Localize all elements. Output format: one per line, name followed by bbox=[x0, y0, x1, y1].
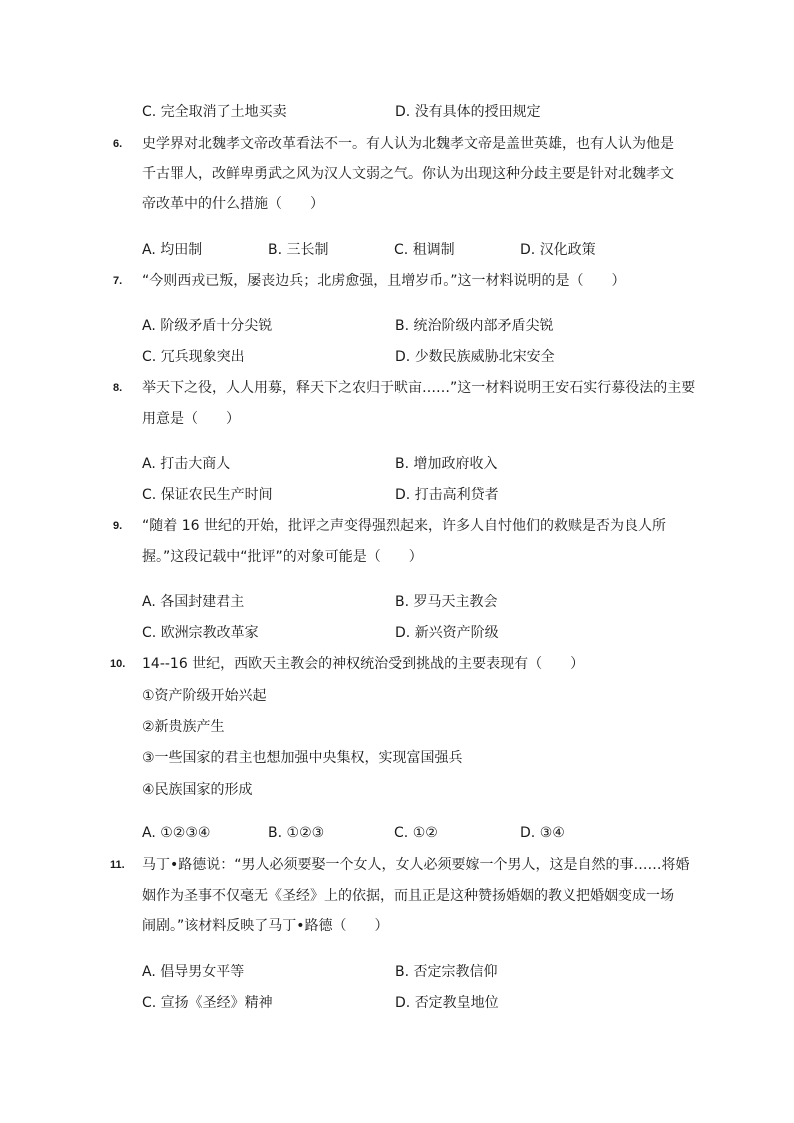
q8-stem-line-2: 用意是（ ） bbox=[142, 411, 240, 427]
q8-option-a: A. 打击大商人 bbox=[142, 456, 231, 472]
q7-option-b: B. 统治阶级内部矛盾尖锐 bbox=[395, 318, 554, 334]
q10-statement-4: ④民族国家的形成 bbox=[142, 782, 253, 798]
q9-number: 9. bbox=[113, 520, 123, 532]
q6-stem-line-3: 帝改革中的什么措施（ ） bbox=[142, 196, 324, 212]
q9-option-d: D. 新兴资产阶级 bbox=[395, 625, 499, 641]
q10-option-a: A. ①②③④ bbox=[142, 825, 211, 841]
q8-option-b: B. 增加政府收入 bbox=[395, 456, 498, 472]
q11-stem-line-3: 闹剧。”该材料反映了马丁•路德（ ） bbox=[142, 918, 389, 934]
q11-stem-line-2: 姻作为圣事不仅毫无《圣经》上的依据，而且正是这种赞扬婚姻的教义把婚姻变成一场 bbox=[142, 888, 674, 904]
q9-option-b: B. 罗马天主教会 bbox=[395, 594, 498, 610]
q10-number: 10. bbox=[110, 658, 126, 670]
q7-stem-line-1: “今则西戎已叛，屡丧边兵；北虏愈强，且增岁币。”这一材料说明的是（ ） bbox=[142, 273, 626, 289]
q10-option-d: D. ③④ bbox=[520, 825, 565, 841]
q7-number: 7. bbox=[113, 275, 123, 287]
q10-statement-1: ①资产阶级开始兴起 bbox=[142, 688, 267, 704]
q10-statement-3: ③一些国家的君主也想加强中央集权，实现富国强兵 bbox=[142, 750, 463, 766]
q6-stem-line-2: 千古罪人，改鲜卑勇武之风为汉人文弱之气。你认为出现这种分歧主要是针对北魏孝文 bbox=[142, 166, 674, 182]
q6-option-b: B. 三长制 bbox=[268, 242, 329, 258]
q11-option-a: A. 倡导男女平等 bbox=[142, 964, 245, 980]
q11-stem-line-1: 马丁•路德说：“男人必须要娶一个女人，女人必须要嫁一个男人，这是自然的事……将婚 bbox=[142, 857, 690, 873]
q8-option-d: D. 打击高利贷者 bbox=[395, 487, 499, 503]
q11-option-c: C. 宣扬《圣经》精神 bbox=[142, 995, 273, 1011]
q6-number: 6. bbox=[113, 138, 123, 150]
q5-option-d: D. 没有具体的授田规定 bbox=[395, 104, 541, 120]
q9-option-c: C. 欧洲宗教改革家 bbox=[142, 625, 259, 641]
q8-stem-line-1: 举天下之役，人人用募，释天下之农归于畎亩……”这一材料说明王安石实行募役法的主要 bbox=[142, 380, 696, 396]
q11-option-d: D. 否定教皇地位 bbox=[395, 995, 499, 1011]
q5-option-c: C. 完全取消了土地买卖 bbox=[142, 104, 287, 120]
q9-stem-line-2: 握。”这段记载中“批评”的对象可能是（ ） bbox=[142, 549, 423, 565]
q6-option-a: A. 均田制 bbox=[142, 242, 203, 258]
q11-number: 11. bbox=[110, 859, 125, 871]
q10-stem-line-1: 14--16 世纪，西欧天主教会的神权统治受到挑战的主要表现有（ ） bbox=[142, 656, 585, 672]
q7-option-a: A. 阶级矛盾十分尖锐 bbox=[142, 318, 273, 334]
q6-stem-line-1: 史学界对北魏孝文帝改革看法不一。有人认为北魏孝文帝是盖世英雄，也有人认为他是 bbox=[142, 136, 674, 152]
q8-option-c: C. 保证农民生产时间 bbox=[142, 487, 273, 503]
q6-option-d: D. 汉化政策 bbox=[520, 242, 596, 258]
q7-option-d: D. 少数民族威胁北宋安全 bbox=[395, 349, 555, 365]
q8-number: 8. bbox=[113, 382, 123, 394]
q9-option-a: A. 各国封建君主 bbox=[142, 594, 245, 610]
q10-statement-2: ②新贵族产生 bbox=[142, 719, 225, 735]
q11-option-b: B. 否定宗教信仰 bbox=[395, 964, 498, 980]
q6-option-c: C. 租调制 bbox=[394, 242, 455, 258]
q7-option-c: C. 冗兵现象突出 bbox=[142, 349, 245, 365]
q9-stem-line-1: “随着 16 世纪的开始，批评之声变得强烈起来，许多人自忖他们的救赎是否为良人所 bbox=[142, 518, 666, 534]
q10-option-b: B. ①②③ bbox=[268, 825, 325, 841]
q10-option-c: C. ①② bbox=[394, 825, 438, 841]
